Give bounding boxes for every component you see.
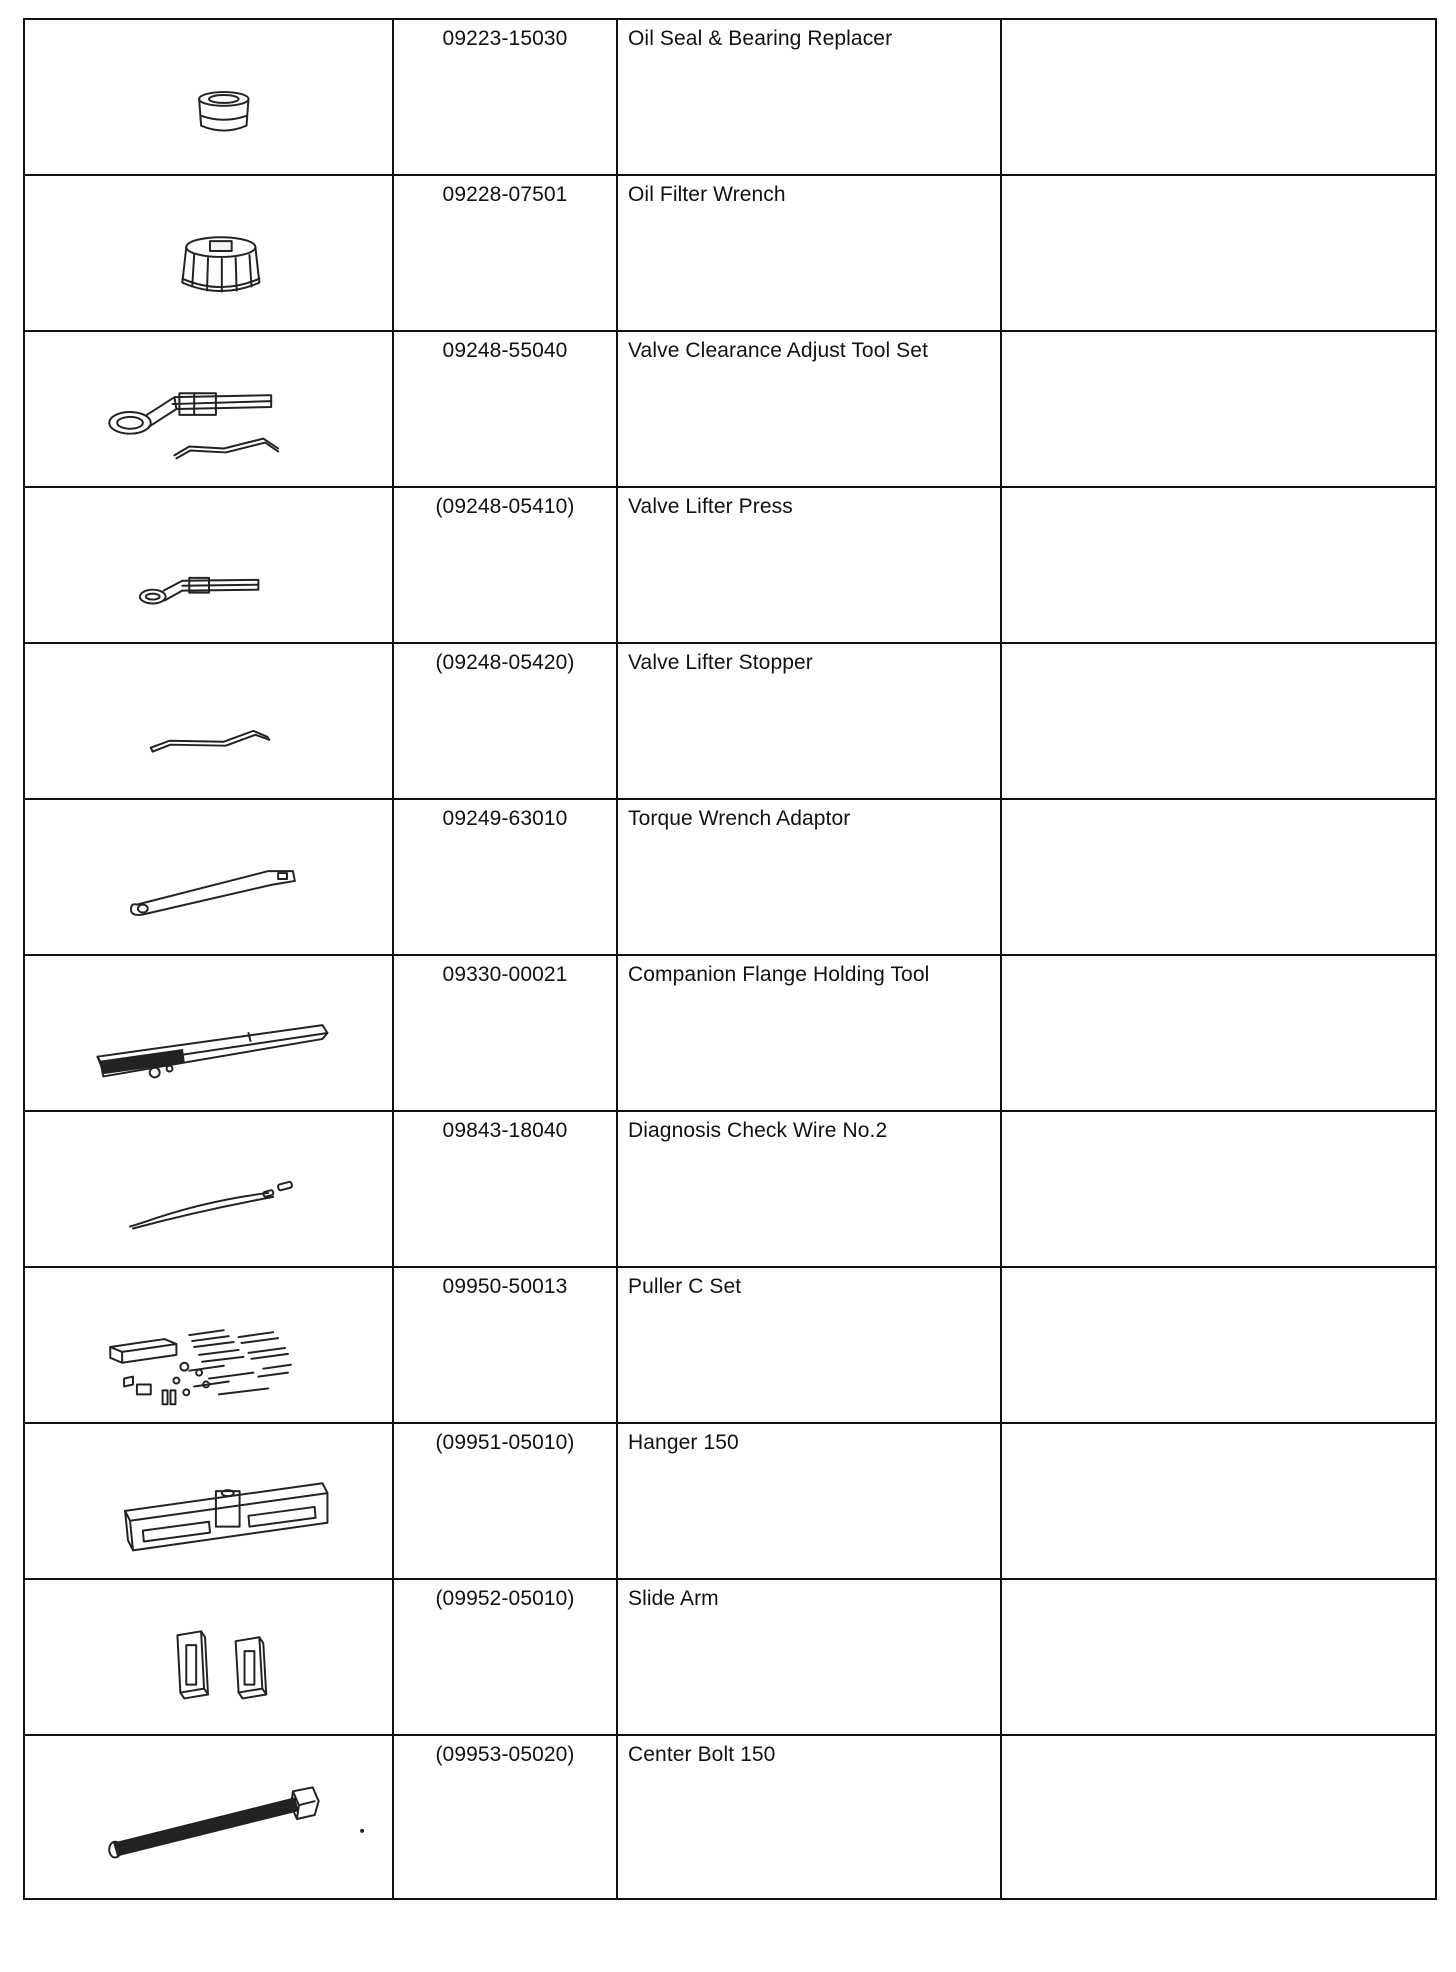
valve-clearance-tool-set-icon: [25, 332, 392, 486]
part-number-cell: [393, 955, 617, 1111]
part-number: (09951-05010): [435, 1431, 575, 1454]
part-number: 09249-63010: [442, 807, 568, 830]
part-number: 09223-15030: [442, 27, 568, 50]
part-number-cell: [393, 1111, 617, 1267]
tool-name-cell: [617, 1267, 1001, 1423]
oil-seal-bearing-replacer-icon: [25, 20, 392, 174]
tool-name-cell: [617, 955, 1001, 1111]
part-number: 09330-00021: [442, 963, 568, 986]
table-row: [24, 19, 1436, 175]
puller-c-set-icon: [25, 1268, 392, 1422]
part-number: 09843-18040: [442, 1119, 568, 1142]
tool-name: Torque Wrench Adaptor: [628, 807, 851, 830]
oil-filter-wrench-icon: [25, 176, 392, 330]
tool-name-cell: [617, 487, 1001, 643]
part-number-cell: [393, 1579, 617, 1735]
note-cell: [1001, 1111, 1436, 1267]
tool-name: Valve Lifter Press: [628, 495, 793, 518]
part-number: 09950-50013: [442, 1275, 568, 1298]
tool-illustration-cell: [24, 175, 393, 331]
tool-illustration-cell: [24, 331, 393, 487]
tool-name: Hanger 150: [628, 1431, 739, 1454]
tool-illustration-cell: [24, 1579, 393, 1735]
part-number-cell: [393, 1735, 617, 1899]
note-cell: [1001, 955, 1436, 1111]
note-cell: [1001, 19, 1436, 175]
table-row: [24, 799, 1436, 955]
part-number: (09953-05020): [435, 1743, 575, 1766]
tool-illustration-cell: [24, 1111, 393, 1267]
note-cell: [1001, 1579, 1436, 1735]
tool-name-cell: [617, 1735, 1001, 1899]
part-number-cell: [393, 19, 617, 175]
tool-name-cell: [617, 175, 1001, 331]
tool-name: Valve Clearance Adjust Tool Set: [628, 339, 929, 362]
table-row: [24, 331, 1436, 487]
valve-lifter-press-icon: [25, 488, 392, 642]
table-row: [24, 1735, 1436, 1899]
note-cell: [1001, 643, 1436, 799]
part-number-cell: [393, 487, 617, 643]
center-bolt-icon: [25, 1736, 392, 1898]
tool-illustration-cell: [24, 19, 393, 175]
tool-name-cell: [617, 19, 1001, 175]
note-cell: [1001, 1423, 1436, 1579]
companion-flange-holding-tool-icon: [25, 956, 392, 1110]
note-cell: [1001, 1267, 1436, 1423]
tool-illustration-cell: [24, 1735, 393, 1899]
tool-illustration-cell: [24, 799, 393, 955]
tool-illustration-cell: [24, 1423, 393, 1579]
part-number-cell: [393, 175, 617, 331]
part-number: 09228-07501: [442, 183, 568, 206]
hanger-icon: [25, 1424, 392, 1578]
tool-name-cell: [617, 1423, 1001, 1579]
tool-name-cell: [617, 643, 1001, 799]
table-row: [24, 1111, 1436, 1267]
table-row: [24, 643, 1436, 799]
table-row: [24, 175, 1436, 331]
tool-illustration-cell: [24, 487, 393, 643]
part-number-cell: [393, 1267, 617, 1423]
special-service-tools-table: [23, 18, 1437, 1900]
valve-lifter-stopper-icon: [25, 644, 392, 798]
tool-name: Oil Seal & Bearing Replacer: [628, 27, 893, 50]
table-row: [24, 1423, 1436, 1579]
table-row: [24, 1579, 1436, 1735]
table-row: [24, 955, 1436, 1111]
tool-illustration-cell: [24, 643, 393, 799]
tool-name: Valve Lifter Stopper: [628, 651, 813, 674]
tool-name: Companion Flange Holding Tool: [628, 963, 930, 986]
part-number-cell: [393, 799, 617, 955]
slide-arm-icon: [25, 1580, 392, 1734]
part-number-cell: [393, 331, 617, 487]
note-cell: [1001, 799, 1436, 955]
part-number: (09248-05410): [435, 495, 575, 518]
table-row: [24, 487, 1436, 643]
part-number: (09248-05420): [435, 651, 575, 674]
part-number-cell: [393, 643, 617, 799]
tool-name: Oil Filter Wrench: [628, 183, 786, 206]
tool-illustration-cell: [24, 1267, 393, 1423]
tool-name-cell: [617, 1579, 1001, 1735]
tool-name: Center Bolt 150: [628, 1743, 776, 1766]
note-cell: [1001, 487, 1436, 643]
part-number: (09952-05010): [435, 1587, 575, 1610]
tool-name: Puller C Set: [628, 1275, 742, 1298]
part-number-cell: [393, 1423, 617, 1579]
tool-name-cell: [617, 331, 1001, 487]
torque-wrench-adaptor-icon: [25, 800, 392, 954]
tool-name-cell: [617, 799, 1001, 955]
diagnosis-check-wire-icon: [25, 1112, 392, 1266]
tool-name-cell: [617, 1111, 1001, 1267]
part-number: 09248-55040: [442, 339, 568, 362]
note-cell: [1001, 1735, 1436, 1899]
note-cell: [1001, 331, 1436, 487]
tool-illustration-cell: [24, 955, 393, 1111]
table-row: [24, 1267, 1436, 1423]
tool-name: Slide Arm: [628, 1587, 719, 1610]
tool-name: Diagnosis Check Wire No.2: [628, 1119, 888, 1142]
note-cell: [1001, 175, 1436, 331]
